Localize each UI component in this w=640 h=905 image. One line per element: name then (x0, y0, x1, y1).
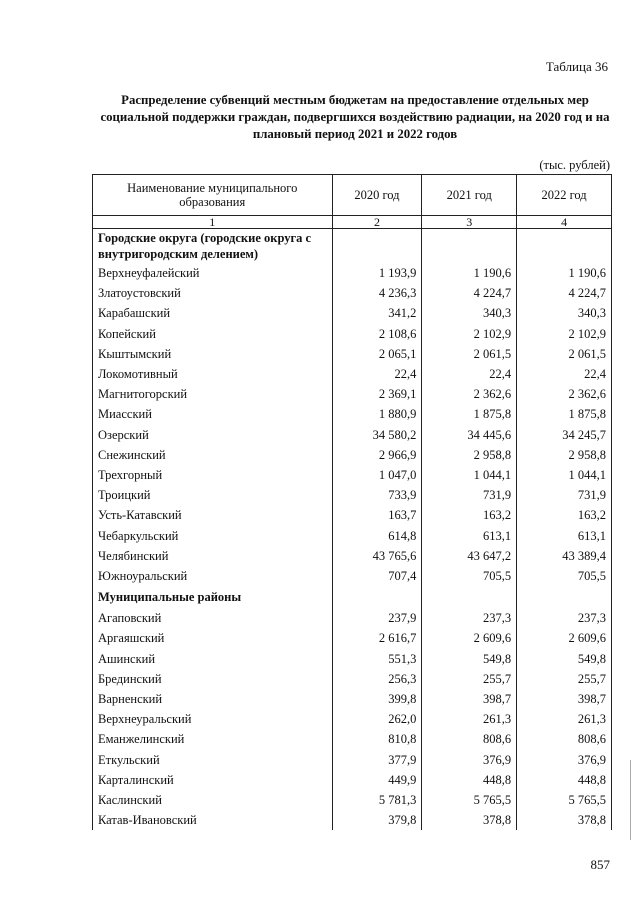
municipality-name: Миасский (93, 404, 333, 424)
municipality-name: Кыштымский (93, 344, 333, 364)
value-2020: 1 193,9 (332, 263, 422, 283)
value-2022: 2 061,5 (517, 344, 612, 364)
table-row (93, 566, 612, 586)
table-row (93, 628, 612, 648)
value-2020: 43 765,6 (332, 546, 422, 566)
table-row (93, 709, 612, 729)
column-header-2021: 2021 год (422, 175, 517, 216)
municipality-name: Еткульский (93, 750, 333, 770)
column-header-2022: 2022 год (517, 175, 612, 216)
value-2020: 1 880,9 (332, 404, 422, 424)
value-2020: 5 781,3 (332, 790, 422, 810)
value-2022: 731,9 (517, 485, 612, 505)
value-2020: 1 047,0 (332, 465, 422, 485)
column-header-name: Наименование муниципального образования (93, 175, 333, 216)
value-2022: 4 224,7 (517, 283, 612, 303)
table-row (93, 546, 612, 566)
value-2021: 340,3 (422, 303, 517, 323)
value-2021: 2 102,9 (422, 324, 517, 344)
value-2022: 237,3 (517, 608, 612, 628)
table-number-label: Таблица 36 (545, 59, 608, 74)
value-2021: 255,7 (422, 669, 517, 689)
municipality-name: Локомотивный (93, 364, 333, 384)
value-2021: 1 044,1 (422, 465, 517, 485)
table-row (93, 750, 612, 770)
value-2022: 2 102,9 (517, 324, 612, 344)
table-row (93, 364, 612, 384)
value-2022: 34 245,7 (517, 425, 612, 445)
table-row (93, 608, 612, 628)
municipality-name: Челябинский (93, 546, 333, 566)
value-2020: 379,8 (332, 810, 422, 830)
table-row (93, 324, 612, 344)
municipality-name: Озерский (93, 425, 333, 445)
municipality-name: Катав-Ивановский (93, 810, 333, 830)
value-2022 (517, 586, 612, 608)
table-row (93, 485, 612, 505)
value-2020: 2 966,9 (332, 445, 422, 465)
table-row (93, 263, 612, 283)
page-number: 857 (590, 857, 610, 872)
value-2021 (422, 229, 517, 264)
value-2021: 448,8 (422, 770, 517, 790)
table-row (93, 384, 612, 404)
scan-edge-line (630, 760, 631, 840)
value-2020: 256,3 (332, 669, 422, 689)
value-2022: 2 958,8 (517, 445, 612, 465)
municipality-name: Каслинский (93, 790, 333, 810)
column-number: 1 (93, 216, 333, 229)
value-2020: 237,9 (332, 608, 422, 628)
value-2020: 449,9 (332, 770, 422, 790)
value-2021: 34 445,6 (422, 425, 517, 445)
municipality-name: Еманжелинский (93, 729, 333, 749)
column-header-2020: 2020 год (332, 175, 422, 216)
column-number: 3 (422, 216, 517, 229)
column-number: 4 (517, 216, 612, 229)
table-row (93, 525, 612, 545)
value-2022: 549,8 (517, 649, 612, 669)
table-row (93, 505, 612, 525)
value-2022: 2 609,6 (517, 628, 612, 648)
municipality-name: Брединский (93, 669, 333, 689)
value-2020: 2 369,1 (332, 384, 422, 404)
table-row (93, 810, 612, 830)
value-2021: 2 061,5 (422, 344, 517, 364)
value-2020: 707,4 (332, 566, 422, 586)
value-2021: 705,5 (422, 566, 517, 586)
municipality-name: Златоустовский (93, 283, 333, 303)
municipality-name: Ашинский (93, 649, 333, 669)
value-2020: 399,8 (332, 689, 422, 709)
municipality-name: Копейский (93, 324, 333, 344)
value-2021: 237,3 (422, 608, 517, 628)
table-row (93, 283, 612, 303)
value-2022: 378,8 (517, 810, 612, 830)
value-2021: 613,1 (422, 525, 517, 545)
value-2021: 22,4 (422, 364, 517, 384)
value-2022: 808,6 (517, 729, 612, 749)
municipality-name: Трехгорный (93, 465, 333, 485)
value-2022: 5 765,5 (517, 790, 612, 810)
municipality-name: Магнитогорский (93, 384, 333, 404)
table-row (93, 729, 612, 749)
value-2020: 614,8 (332, 525, 422, 545)
value-2021: 2 609,6 (422, 628, 517, 648)
municipality-name: Верхнеуфалейский (93, 263, 333, 283)
value-2021: 808,6 (422, 729, 517, 749)
value-2020: 551,3 (332, 649, 422, 669)
value-2021: 2 362,6 (422, 384, 517, 404)
municipality-name: Чебаркульский (93, 525, 333, 545)
value-2022: 613,1 (517, 525, 612, 545)
municipality-name: Городские округа (городские округа с внутригородским делением) (93, 229, 333, 264)
value-2020: 2 616,7 (332, 628, 422, 648)
value-2022 (517, 229, 612, 264)
value-2020: 377,9 (332, 750, 422, 770)
table-row (93, 770, 612, 790)
value-2020: 2 065,1 (332, 344, 422, 364)
table-row (93, 425, 612, 445)
value-2020: 163,7 (332, 505, 422, 525)
municipality-name: Аргаяшский (93, 628, 333, 648)
value-2020: 733,9 (332, 485, 422, 505)
value-2020: 2 108,6 (332, 324, 422, 344)
value-2020: 810,8 (332, 729, 422, 749)
value-2020: 4 236,3 (332, 283, 422, 303)
table-row (93, 404, 612, 424)
value-2022: 1 044,1 (517, 465, 612, 485)
value-2021: 731,9 (422, 485, 517, 505)
column-number: 2 (332, 216, 422, 229)
value-2022: 340,3 (517, 303, 612, 323)
value-2022: 261,3 (517, 709, 612, 729)
value-2022: 376,9 (517, 750, 612, 770)
value-2020: 22,4 (332, 364, 422, 384)
table-row (93, 445, 612, 465)
value-2021: 43 647,2 (422, 546, 517, 566)
value-2021 (422, 586, 517, 608)
table-header-row (93, 175, 612, 216)
value-2020: 34 580,2 (332, 425, 422, 445)
value-2020: 341,2 (332, 303, 422, 323)
column-number-row (93, 216, 612, 229)
table-row (93, 344, 612, 364)
units-label: (тыс. рублей) (539, 158, 610, 172)
value-2021: 378,8 (422, 810, 517, 830)
value-2022: 2 362,6 (517, 384, 612, 404)
value-2021: 376,9 (422, 750, 517, 770)
municipality-name: Муниципальные районы (93, 586, 333, 608)
table-row (93, 669, 612, 689)
value-2022: 255,7 (517, 669, 612, 689)
value-2021: 4 224,7 (422, 283, 517, 303)
municipality-name: Верхнеуральский (93, 709, 333, 729)
value-2022: 22,4 (517, 364, 612, 384)
table-row (93, 303, 612, 323)
value-2021: 261,3 (422, 709, 517, 729)
value-2020: 262,0 (332, 709, 422, 729)
value-2020 (332, 586, 422, 608)
table-group-row (93, 586, 612, 608)
value-2021: 1 190,6 (422, 263, 517, 283)
value-2022: 1 875,8 (517, 404, 612, 424)
value-2021: 398,7 (422, 689, 517, 709)
table-body (93, 229, 612, 831)
value-2022: 43 389,4 (517, 546, 612, 566)
municipality-name: Снежинский (93, 445, 333, 465)
value-2021: 549,8 (422, 649, 517, 669)
subsidy-table (92, 174, 612, 830)
table-row (93, 790, 612, 810)
municipality-name: Агаповский (93, 608, 333, 628)
table-row (93, 689, 612, 709)
value-2022: 705,5 (517, 566, 612, 586)
municipality-name: Южноуральский (93, 566, 333, 586)
document-title: Распределение субвенций местным бюджетам на предоставление отдельных мер социальной поддержки граждан, подвергшихся воздействию радиации, на 2020 год и на плановый период 2021 и 2022 годов (100, 93, 610, 141)
value-2022: 1 190,6 (517, 263, 612, 283)
table-row (93, 465, 612, 485)
municipality-name: Карталинский (93, 770, 333, 790)
municipality-name: Троицкий (93, 485, 333, 505)
value-2021: 1 875,8 (422, 404, 517, 424)
value-2021: 5 765,5 (422, 790, 517, 810)
value-2022: 163,2 (517, 505, 612, 525)
value-2020 (332, 229, 422, 264)
municipality-name: Варненский (93, 689, 333, 709)
value-2021: 2 958,8 (422, 445, 517, 465)
table-row (93, 649, 612, 669)
value-2022: 398,7 (517, 689, 612, 709)
value-2021: 163,2 (422, 505, 517, 525)
municipality-name: Карабашский (93, 303, 333, 323)
table-group-row (93, 229, 612, 264)
value-2022: 448,8 (517, 770, 612, 790)
municipality-name: Усть-Катавский (93, 505, 333, 525)
